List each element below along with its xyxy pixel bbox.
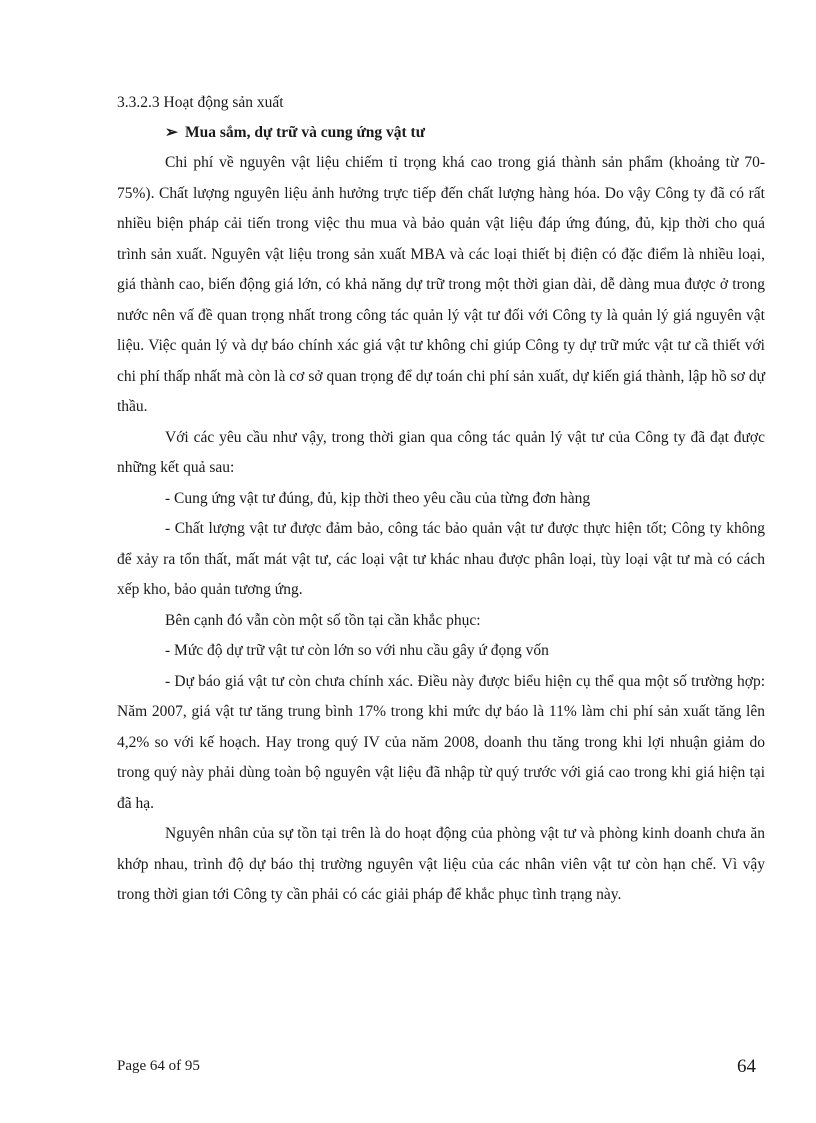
- document-body: [117, 88, 765, 911]
- page-number: 64: [737, 1056, 756, 1077]
- paragraph-issue-inventory: - Mức độ dự trữ vật tư còn lớn so với nhu cầu gây ứ đọng vốn: [165, 642, 549, 659]
- page-label: Page 64 of 95: [117, 1058, 200, 1074]
- subheading-text: Mua sắm, dự trữ và cung ứng vật tư: [185, 124, 426, 141]
- paragraph-result-supply: - Cung ứng vật tư đúng, đủ, kịp thời theo yêu cầu của từng đơn hàng: [165, 489, 591, 507]
- paragraph-result-quality: - Chất lượng vật tư được đảm bảo, công tác bảo quản vật tư được thực hiện tốt; Công ty không để xảy ra tổn thất, mất mát vật tư, các loại vật tư khác nhau được phân loại, tùy loại vật tư mà có cách xếp kho, bảo quản tương ứng.: [117, 520, 765, 598]
- paragraph-issue-forecast: - Dự báo giá vật tư còn chưa chính xác. Điều này được biểu hiện cụ thể qua một số trường hợp: Năm 2007, giá vật tư tăng trung bình 17% trong khi mức dự báo là 11% làm chi phí sản xuất tăng lên 4,2% so với kế hoạch. Hay trong quý IV của năm 2008, doanh thu tăng trong khi lợi nhuận giảm do trong quý này phải dùng toàn bộ nguyên vật liệu đã nhập từ quý trước với giá cao trong khi giá hiện tại đã hạ.: [117, 672, 765, 812]
- arrow-bullet-icon: ➢: [165, 124, 178, 141]
- section-heading: 3.3.2.3 Hoạt động sản xuất: [117, 94, 284, 111]
- subheading: [117, 118, 765, 148]
- paragraph-results-intro: Với các yêu cầu như vậy, trong thời gian qua công tác quản lý vật tư của Công ty đã đạt được những kết quả sau:: [117, 428, 765, 476]
- paragraph-cause: Nguyên nhân của sự tồn tại trên là do hoạt động của phòng vật tư và phòng kinh doanh chưa ăn khớp nhau, trình độ dự báo thị trường nguyên vật liệu của các nhân viên vật tư còn hạn chế. Vì vậy trong thời gian tới Công ty cần phải có các giải pháp để khắc phục tình trạng này.: [117, 825, 765, 903]
- paragraph-issues-intro: Bên cạnh đó vẫn còn một số tồn tại cần khắc phục:: [165, 611, 481, 629]
- paragraph-materials-cost: Chi phí về nguyên vật liệu chiếm tỉ trọng khá cao trong giá thành sản phẩm (khoảng từ 70-75%). Chất lượng nguyên liệu ảnh hưởng trực tiếp đến chất lượng hàng hóa. Do vậy Công ty đã có rất nhiều biện pháp cải tiến trong việc thu mua và bảo quản vật liệu đáp ứng đúng, đủ, kịp thời cho quá trình sản xuất. Nguyên vật liệu trong sản xuất MBA và các loại thiết bị điện có đặc điểm là nhiều loại, giá thành cao, biến động giá lớn, có khả năng dự trữ trong một thời gian dài, dễ dàng mua được ở trong nước nên vấ đề quan trọng nhất trong công tác quản lý vật tư đối với Công ty là quản lý giá nguyên vật liệu. Việc quản lý và dự báo chính xác giá vật tư không chỉ giúp Công ty dự trữ mức vật tư cầ thiết với chi phí thấp nhất mà còn là cơ sở quan trọng để dự toán chi phí sản xuất, dự kiến giá thành, lập hồ sơ dự thầu.: [117, 154, 765, 415]
